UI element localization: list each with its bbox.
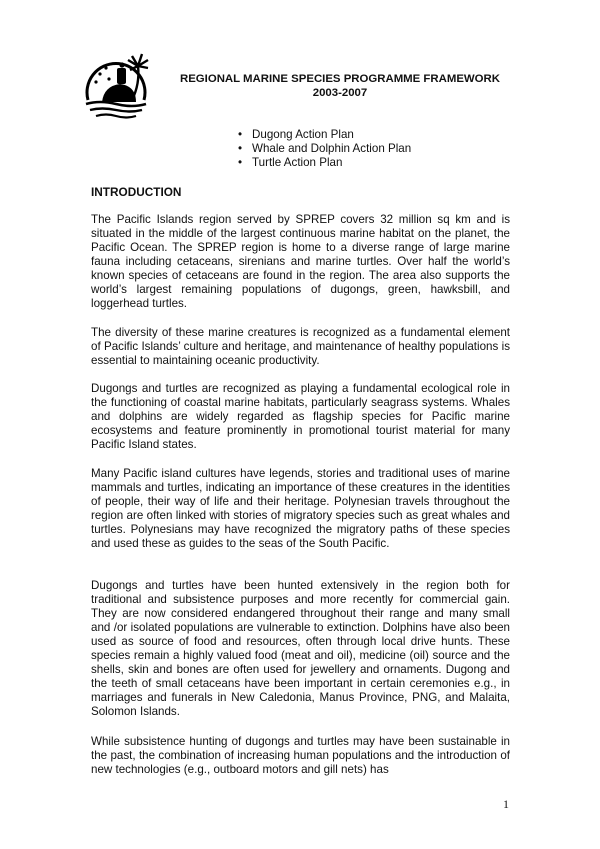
list-item: • Whale and Dolphin Action Plan bbox=[238, 142, 411, 156]
list-item: • Turtle Action Plan bbox=[238, 156, 411, 170]
document-years: 2003-2007 bbox=[312, 87, 368, 99]
paragraph: The diversity of these marine creatures is recognized as a fundamental element of Pacific Islands’ culture and heritage, and maintenance of healthy populations is essential to maintaining oceanic productivity. bbox=[91, 326, 510, 367]
page-number: 1 bbox=[503, 797, 509, 811]
paragraph: While subsistence hunting of dugongs and turtles may have been sustainable in the past, the combination of increasing human populations and the introduction of new technologies (e.g., outboard motors and gill nets) has bbox=[91, 735, 510, 776]
section-heading: INTRODUCTION bbox=[91, 185, 182, 199]
paragraph: Dugongs and turtles have been hunted extensively in the region both for traditional and subsistence purposes and more recently for commercial gain. They are now considered endangered throughout their range and many small and /or isolated populations are vulnerable to extinction. Dolphins have also been used as source of food and resources, often through local drive hunts. These species remain a highly valued food (meat and oil), medicine (oil) source and the shells, skin and bones are often used for jewellery and ornaments. Dugong and the teeth of small cetaceans have been important in certain ceremonies e.g., in marriages and funerals in New Caledonia, Manus Province, PNG, and Malaita, Solomon Islands. bbox=[91, 579, 510, 718]
action-plan-list bbox=[238, 128, 411, 170]
sprep-logo-icon bbox=[80, 52, 152, 122]
list-item: • Dugong Action Plan bbox=[238, 128, 411, 142]
document-title: REGIONAL MARINE SPECIES PROGRAMME FRAMEWORK bbox=[179, 73, 500, 85]
paragraph: Dugongs and turtles are recognized as playing a fundamental ecological role in the functioning of coastal marine habitats, particularly seagrass systems. Whales and dolphins are widely regarded as flagship species for Pacific marine ecosystems and feature prominently in promotional tourist material for many Pacific Island states. bbox=[91, 382, 510, 451]
paragraph: The Pacific Islands region served by SPREP covers 32 million sq km and is situated in the middle of the largest continuous marine habitat on the planet, the Pacific Ocean. The SPREP region is home to a diverse range of large marine fauna including cetaceans, sirenians and marine turtles. Over half the world’s known species of cetaceans are found in the region. The area also supports the world’s largest remaining populations of dugongs, green, hawksbill, and loggerhead turtles. bbox=[91, 213, 510, 310]
document-title-block bbox=[150, 72, 530, 100]
paragraph: Many Pacific island cultures have legends, stories and traditional uses of marine mammals and turtles, indicating an importance of these creatures in the identities of people, their way of life and their heritage. Polynesian travels throughout the region are often linked with stories of migratory species such as great whales and turtles. Polynesians may have recognized the migratory paths of these species and used these as guides to the seas of the South Pacific. bbox=[91, 467, 510, 550]
